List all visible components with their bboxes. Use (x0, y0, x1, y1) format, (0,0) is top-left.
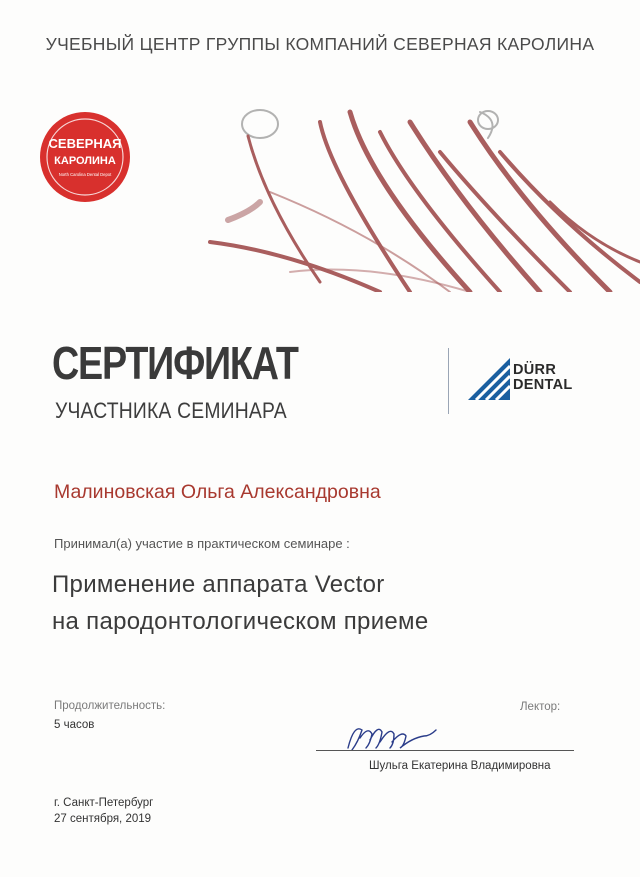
duration-value: 5 часов (54, 719, 95, 731)
vertical-divider (448, 348, 449, 414)
participation-statement: Принимал(а) участие в практическом семинаре : (54, 536, 350, 551)
lecturer-name: Шульга Екатерина Владимировна (369, 760, 551, 772)
duration-label: Продолжительность: (54, 700, 166, 712)
city: г. Санкт-Петербург (54, 797, 154, 809)
logo-bottom-text: КАРОЛИНА (54, 155, 116, 167)
signature-line (316, 750, 574, 751)
organization-header: УЧЕБНЫЙ ЦЕНТР ГРУППЫ КОМПАНИЙ СЕВЕРНАЯ КАРОЛИНА (45, 34, 595, 54)
dental-instruments-illustration (170, 92, 640, 292)
seminar-title (52, 566, 429, 640)
seminar-title-line2: на пародонтологическом приеме (52, 608, 429, 635)
durr-dental-wordmark (513, 363, 573, 393)
severnaya-karolina-logo (38, 110, 132, 204)
issue-date: 27 сентября, 2019 (54, 813, 152, 825)
seminar-title-line1: Применение аппарата Vector (52, 571, 385, 598)
durr-dental-logo-icon (468, 358, 510, 400)
durr-line2: DENTAL (513, 377, 573, 393)
participant-name: Малиновская Ольга Александровна (54, 481, 381, 503)
logo-top-text: СЕВЕРНАЯ (48, 136, 122, 151)
lecturer-label: Лектор: (520, 701, 561, 713)
certificate-title: СЕРТИФИКАТ (52, 337, 298, 389)
logo-tagline: North Carolina Dental Depot (58, 172, 112, 177)
lecturer-signature (340, 720, 440, 754)
certificate-subtitle: УЧАСТНИКА СЕМИНАРА (55, 398, 287, 423)
durr-line1: DÜRR (513, 362, 557, 378)
